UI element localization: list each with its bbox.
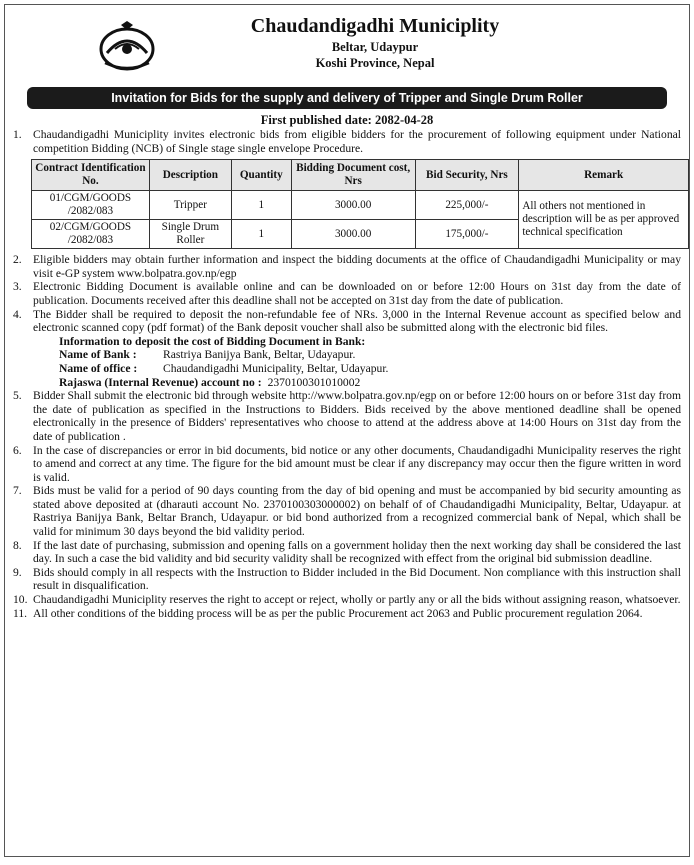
- account-label: Rajaswa (Internal Revenue) account no :: [59, 375, 262, 389]
- description-cell: Single Drum Roller: [149, 220, 231, 249]
- clause-7: 7. Bids must be valid for a period of 90 days counting from the day of bid opening and must be accompanied by bid security amounting as stated above deposited at (dharauti account No. 2370100303000002) on behalf of of Chaudandigadhi Municipality, Beltar, Udayapur. at Rastriya Banijya Bank, Beltar Branch, Udayapur. or bid bond authorized from a recognized commercial bank of Nepal, which shall be valid for minimum 30 days beyond the bid validity period.: [13, 484, 681, 539]
- bank-info-heading: Information to deposit the cost of Bidding Document in Bank:: [59, 334, 366, 348]
- col-header-quantity: Quantity: [231, 160, 291, 191]
- document-cost-cell: 3000.00: [291, 191, 415, 220]
- municipality-title: Chaudandigadhi Municiplity: [250, 15, 500, 37]
- bank-deposit-info: [13, 335, 681, 389]
- contract-id-cell: 01/CGM/GOODS /2082/083: [32, 191, 150, 220]
- quantity-cell: 1: [231, 191, 291, 220]
- col-header-description: Description: [149, 160, 231, 191]
- notice-body: [5, 128, 689, 620]
- col-header-remark: Remark: [519, 160, 689, 191]
- contract-id-cell: 02/CGM/GOODS /2082/083: [32, 220, 150, 249]
- clause-10: 10. Chaudandigadhi Municiplity reserves the right to accept or reject, wholly or partly any or all the bids without assigning reason, whatsoever.: [13, 593, 681, 607]
- quantity-cell: 1: [231, 220, 291, 249]
- clause-4: 4. The Bidder shall be required to deposit the non-refundable fee of NRs. 3,000 in the Internal Revenue account as specified below and electronic scanned copy (pdf format) of the Bank deposit voucher shall also be submitted along with the electronic bid files.: [13, 307, 681, 335]
- bid-security-cell: 225,000/-: [415, 191, 519, 220]
- document-cost-cell: 3000.00: [291, 220, 415, 249]
- col-header-contract-id: Contract Identification No.: [32, 160, 150, 191]
- bid-security-cell: 175,000/-: [415, 220, 519, 249]
- notice-header: [5, 5, 689, 85]
- clause-3: 3. Electronic Bidding Document is available online and can be downloaded on or before 12:00 Hours on 31st day from the date of publication. Documents received after this deadline shall not be accepted on 31st day from the date of publication.: [13, 280, 681, 307]
- clause-1: 1. Chaudandigadhi Municiplity invites electronic bids from eligible bidders for the procurement of following equipment under National competition Bidding (NCB) of Single stage single envelope Procedure.: [13, 128, 681, 155]
- clause-6: 6. In the case of discrepancies or error in bid documents, bid notice or any other documents, Chaudandigadhi Municipality reserves the right to amend and correct at any time. The figure for the bid amount must be clear if any discrepancy may occur then the figure written in word is valid.: [13, 443, 681, 484]
- account-value: 2370100301010002: [267, 375, 361, 389]
- clause-9: 9. Bids should comply in all respects with the Instruction to Bidder included in the Bid Document. Non compliance with this instruction shall result in disqualification.: [13, 565, 681, 593]
- col-header-bid-security: Bid Security, Nrs: [415, 160, 519, 191]
- clause-5: 5. Bidder Shall submit the electronic bid through website http://www.bolpatra.gov.np/egp on or before 12:00 hours on or before 31st day from the date of publication as specified in the Instructions to Bidders. Bids received by the above mentioned deadline shall be opened electronically in the presence of Bidders' representatives who choose to attend at the address above at 14:00 Hours on 31st day from the date of publication .: [13, 389, 681, 443]
- published-date: First published date: 2082-04-28: [260, 113, 434, 127]
- table-row: [32, 191, 689, 220]
- clause-2: 2. Eligible bidders may obtain further information and inspect the bidding documents at the office of Chaudandigadhi Municipality or may visit e-GP system www.bolpatra.gov.np/egp: [13, 253, 681, 280]
- bank-name-value: Rastriya Banijya Bank, Beltar, Udayapur.: [163, 348, 356, 362]
- address-line-1: Beltar, Udaypur: [331, 40, 419, 54]
- bids-table: [31, 159, 689, 249]
- clause-8: 8. If the last date of purchasing, submission and opening falls on a government holiday then the next working day shall be considered the last day. In such a case the bid validity and bid security validity shall be recognized with effect from the original bid submission deadline.: [13, 538, 681, 566]
- remark-cell: All others not mentioned in description will be as per approved technical specification: [519, 191, 689, 249]
- bank-name-label: Name of Bank :: [59, 348, 137, 362]
- notice-page: [4, 4, 690, 857]
- office-name-label: Name of office :: [59, 361, 138, 375]
- clause-11: 11. All other conditions of the bidding process will be as per the public Procurement act 2063 and Public procurement regulation 2064.: [13, 606, 643, 620]
- office-name-value: Chaudandigadhi Municipality, Beltar, Udayapur.: [163, 361, 389, 375]
- col-header-document-cost: Bidding Document cost, Nrs: [291, 160, 415, 191]
- notice-banner: Invitation for Bids for the supply and delivery of Tripper and Single Drum Roller: [27, 87, 667, 109]
- table-header-row: [32, 160, 689, 191]
- address-line-2: Koshi Province, Nepal: [315, 56, 435, 70]
- description-cell: Tripper: [149, 191, 231, 220]
